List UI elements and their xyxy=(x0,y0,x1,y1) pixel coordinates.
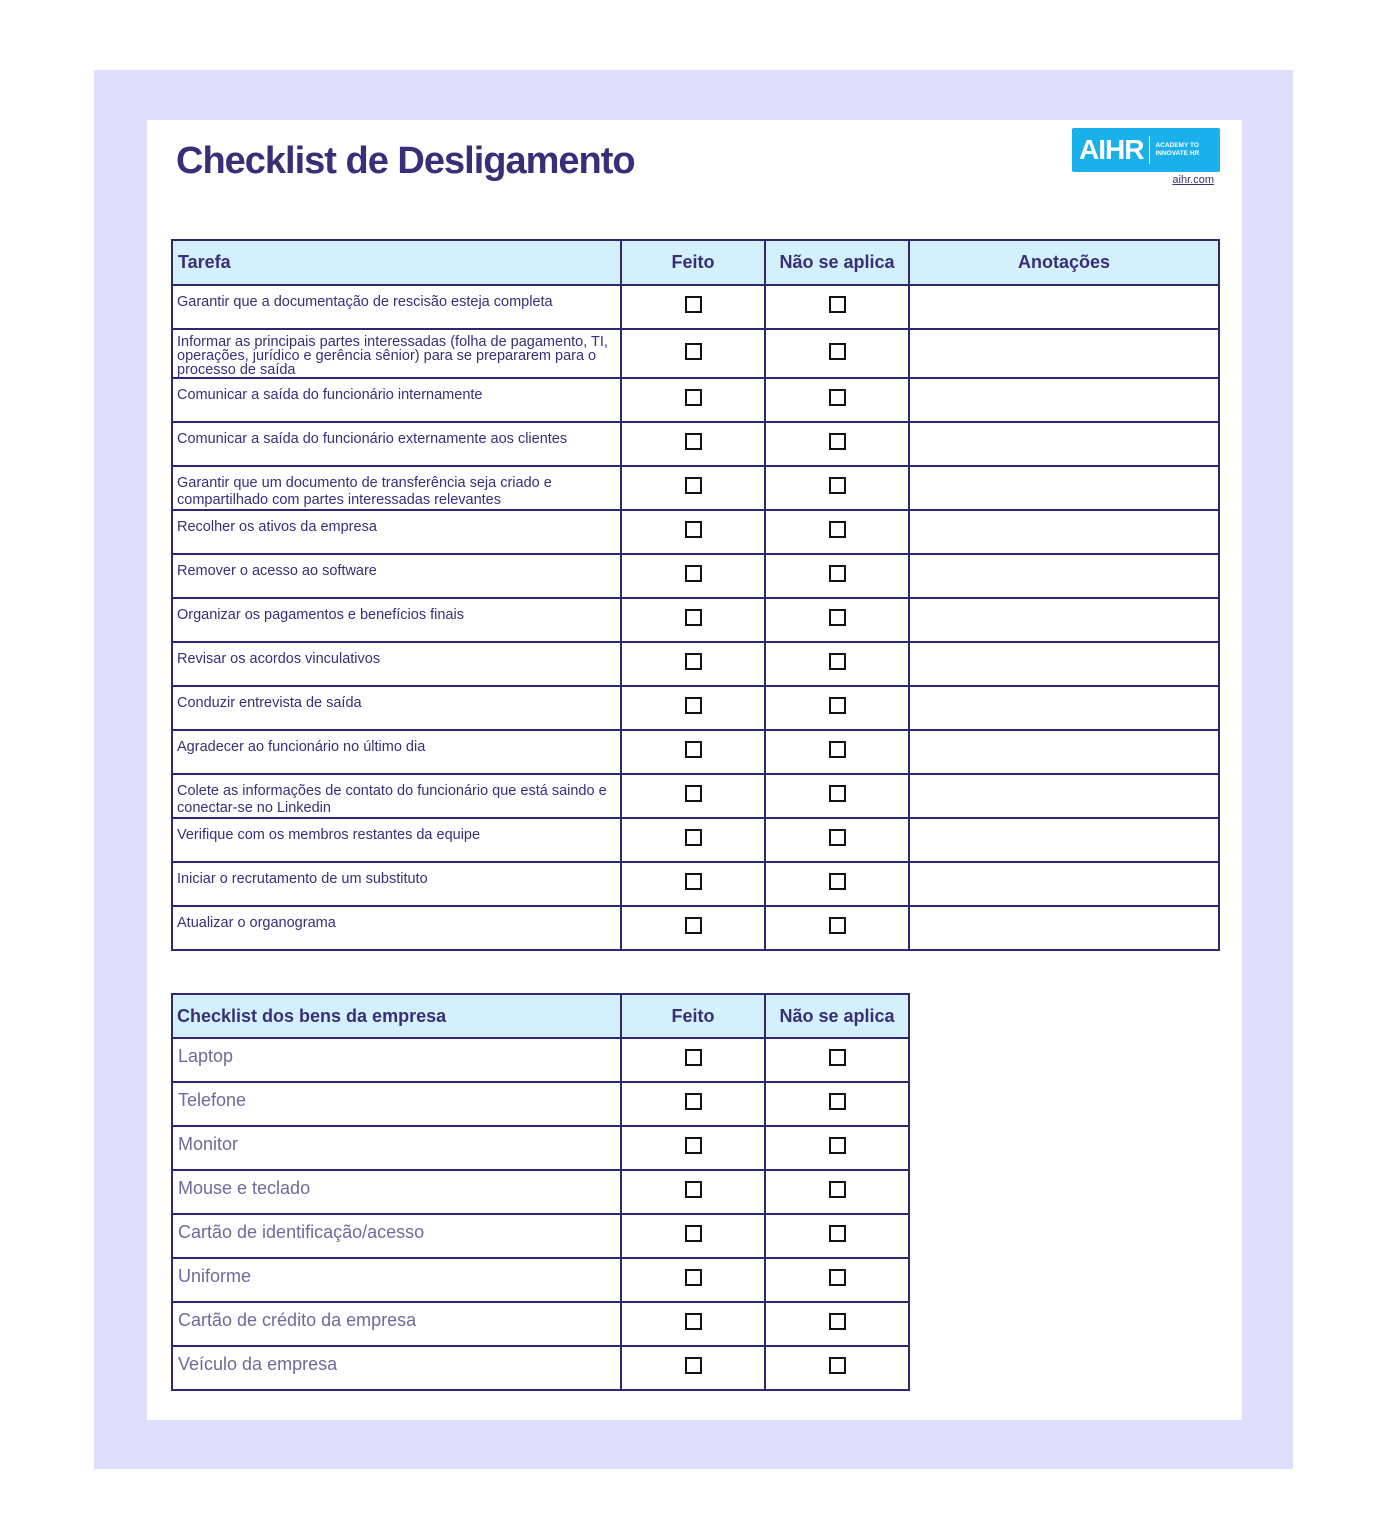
done-checkbox[interactable] xyxy=(685,1049,702,1066)
not-applicable-cell xyxy=(765,510,909,554)
done-checkbox[interactable] xyxy=(685,1225,702,1242)
done-checkbox[interactable] xyxy=(685,1313,702,1330)
page-title: Checklist de Desligamento xyxy=(176,140,635,182)
not-applicable-checkbox[interactable] xyxy=(829,697,846,714)
task-label: Comunicar a saída do funcionário externamente aos clientes xyxy=(172,422,621,466)
not-applicable-cell xyxy=(765,730,909,774)
not-applicable-cell xyxy=(765,818,909,862)
column-header-not-applicable: Não se aplica xyxy=(765,240,909,285)
not-applicable-cell xyxy=(765,1302,909,1346)
logo-divider xyxy=(1149,136,1150,164)
table-row xyxy=(172,774,1219,818)
not-applicable-checkbox[interactable] xyxy=(829,917,846,934)
not-applicable-checkbox[interactable] xyxy=(829,433,846,450)
table-row xyxy=(172,906,1219,950)
column-header-not-applicable: Não se aplica xyxy=(765,994,909,1038)
not-applicable-checkbox[interactable] xyxy=(829,1357,846,1374)
asset-label: Cartão de identificação/acesso xyxy=(172,1214,621,1258)
table-row xyxy=(172,1126,909,1170)
done-checkbox[interactable] xyxy=(685,343,702,360)
not-applicable-checkbox[interactable] xyxy=(829,1137,846,1154)
task-label: Atualizar o organograma xyxy=(172,906,621,950)
done-cell xyxy=(621,554,765,598)
notes-field[interactable] xyxy=(909,422,1219,466)
task-label: Conduzir entrevista de saída xyxy=(172,686,621,730)
not-applicable-checkbox[interactable] xyxy=(829,1225,846,1242)
done-checkbox[interactable] xyxy=(685,1357,702,1374)
task-label: Iniciar o recrutamento de um substituto xyxy=(172,862,621,906)
done-checkbox[interactable] xyxy=(685,521,702,538)
asset-label: Veículo da empresa xyxy=(172,1346,621,1390)
notes-field[interactable] xyxy=(909,862,1219,906)
task-label: Organizar os pagamentos e benefícios finais xyxy=(172,598,621,642)
done-checkbox[interactable] xyxy=(685,741,702,758)
done-cell xyxy=(621,818,765,862)
not-applicable-cell xyxy=(765,1038,909,1082)
not-applicable-checkbox[interactable] xyxy=(829,521,846,538)
company-assets-table xyxy=(171,993,910,1391)
not-applicable-checkbox[interactable] xyxy=(829,343,846,360)
table-row xyxy=(172,1346,909,1390)
notes-field[interactable] xyxy=(909,774,1219,818)
notes-field[interactable] xyxy=(909,598,1219,642)
not-applicable-checkbox[interactable] xyxy=(829,1093,846,1110)
not-applicable-checkbox[interactable] xyxy=(829,565,846,582)
task-label: Informar as principais partes interessadas (folha de pagamento, TI, operações, jurídico e gerência sênior) para se prepararem para o processo de saída xyxy=(172,329,621,378)
done-cell xyxy=(621,329,765,378)
done-cell xyxy=(621,730,765,774)
done-checkbox[interactable] xyxy=(685,433,702,450)
table-row xyxy=(172,329,1219,378)
done-cell xyxy=(621,1126,765,1170)
done-cell xyxy=(621,1170,765,1214)
not-applicable-cell xyxy=(765,285,909,329)
not-applicable-cell xyxy=(765,642,909,686)
not-applicable-checkbox[interactable] xyxy=(829,653,846,670)
done-checkbox[interactable] xyxy=(685,697,702,714)
table-row xyxy=(172,862,1219,906)
not-applicable-cell xyxy=(765,329,909,378)
done-cell xyxy=(621,466,765,510)
task-label: Colete as informações de contato do funcionário que está saindo e conectar-se no Linkedin xyxy=(172,774,621,818)
not-applicable-cell xyxy=(765,1170,909,1214)
table-row xyxy=(172,1170,909,1214)
task-label: Revisar os acordos vinculativos xyxy=(172,642,621,686)
done-checkbox[interactable] xyxy=(685,829,702,846)
done-checkbox[interactable] xyxy=(685,609,702,626)
done-cell xyxy=(621,285,765,329)
notes-field[interactable] xyxy=(909,554,1219,598)
done-cell xyxy=(621,642,765,686)
not-applicable-checkbox[interactable] xyxy=(829,1269,846,1286)
not-applicable-cell xyxy=(765,906,909,950)
task-label: Garantir que um documento de transferência seja criado e compartilhado com partes interessadas relevantes xyxy=(172,466,621,510)
done-cell xyxy=(621,906,765,950)
done-cell xyxy=(621,510,765,554)
done-cell xyxy=(621,1038,765,1082)
table-row xyxy=(172,1214,909,1258)
notes-field[interactable] xyxy=(909,686,1219,730)
done-cell xyxy=(621,774,765,818)
done-checkbox[interactable] xyxy=(685,653,702,670)
not-applicable-cell xyxy=(765,1126,909,1170)
done-checkbox[interactable] xyxy=(685,1269,702,1286)
not-applicable-cell xyxy=(765,1082,909,1126)
table-row xyxy=(172,1302,909,1346)
notes-field[interactable] xyxy=(909,466,1219,510)
done-cell xyxy=(621,1214,765,1258)
not-applicable-checkbox[interactable] xyxy=(829,785,846,802)
not-applicable-cell xyxy=(765,422,909,466)
column-header-task: Tarefa xyxy=(172,240,621,285)
table-header-row xyxy=(172,994,909,1038)
done-cell xyxy=(621,1346,765,1390)
done-checkbox[interactable] xyxy=(685,565,702,582)
not-applicable-cell xyxy=(765,378,909,422)
done-cell xyxy=(621,1302,765,1346)
done-cell xyxy=(621,422,765,466)
not-applicable-checkbox[interactable] xyxy=(829,873,846,890)
task-label: Recolher os ativos da empresa xyxy=(172,510,621,554)
not-applicable-cell xyxy=(765,554,909,598)
done-cell xyxy=(621,378,765,422)
column-header-asset: Checklist dos bens da empresa xyxy=(172,994,621,1038)
done-checkbox[interactable] xyxy=(685,477,702,494)
done-checkbox[interactable] xyxy=(685,296,702,313)
done-checkbox[interactable] xyxy=(685,873,702,890)
done-checkbox[interactable] xyxy=(685,1181,702,1198)
not-applicable-checkbox[interactable] xyxy=(829,1049,846,1066)
notes-field[interactable] xyxy=(909,642,1219,686)
table-row xyxy=(172,466,1219,510)
not-applicable-cell xyxy=(765,1214,909,1258)
table-row xyxy=(172,285,1219,329)
not-applicable-checkbox[interactable] xyxy=(829,1313,846,1330)
notes-field[interactable] xyxy=(909,285,1219,329)
notes-field[interactable] xyxy=(909,510,1219,554)
done-cell xyxy=(621,686,765,730)
aihr-logo xyxy=(1072,128,1220,172)
not-applicable-cell xyxy=(765,466,909,510)
task-label: Verifique com os membros restantes da equipe xyxy=(172,818,621,862)
done-cell xyxy=(621,862,765,906)
asset-label: Uniforme xyxy=(172,1258,621,1302)
done-cell xyxy=(621,598,765,642)
table-row xyxy=(172,1258,909,1302)
notes-field[interactable] xyxy=(909,906,1219,950)
table-row xyxy=(172,554,1219,598)
done-cell xyxy=(621,1258,765,1302)
task-label: Comunicar a saída do funcionário internamente xyxy=(172,378,621,422)
table-row xyxy=(172,730,1219,774)
not-applicable-checkbox[interactable] xyxy=(829,477,846,494)
done-checkbox[interactable] xyxy=(685,917,702,934)
task-label: Remover o acesso ao software xyxy=(172,554,621,598)
done-checkbox[interactable] xyxy=(685,1137,702,1154)
not-applicable-checkbox[interactable] xyxy=(829,609,846,626)
notes-field[interactable] xyxy=(909,730,1219,774)
not-applicable-cell xyxy=(765,774,909,818)
logo-tagline: ACADEMY TO INNOVATE HR xyxy=(1155,142,1200,157)
table-row xyxy=(172,598,1219,642)
task-label: Garantir que a documentação de rescisão esteja completa xyxy=(172,285,621,329)
aihr-link[interactable]: aihr.com xyxy=(1172,174,1214,186)
not-applicable-checkbox[interactable] xyxy=(829,829,846,846)
table-row xyxy=(172,1082,909,1126)
not-applicable-checkbox[interactable] xyxy=(829,741,846,758)
asset-label: Mouse e teclado xyxy=(172,1170,621,1214)
table-row xyxy=(172,1038,909,1082)
task-label: Agradecer ao funcionário no último dia xyxy=(172,730,621,774)
asset-label: Cartão de crédito da empresa xyxy=(172,1302,621,1346)
table-row xyxy=(172,642,1219,686)
table-row xyxy=(172,510,1219,554)
not-applicable-cell xyxy=(765,1346,909,1390)
not-applicable-cell xyxy=(765,862,909,906)
not-applicable-checkbox[interactable] xyxy=(829,389,846,406)
column-header-notes: Anotações xyxy=(909,240,1219,285)
done-cell xyxy=(621,1082,765,1126)
done-checkbox[interactable] xyxy=(685,785,702,802)
asset-label: Laptop xyxy=(172,1038,621,1082)
not-applicable-cell xyxy=(765,1258,909,1302)
done-checkbox[interactable] xyxy=(685,1093,702,1110)
done-checkbox[interactable] xyxy=(685,389,702,406)
notes-field[interactable] xyxy=(909,329,1219,378)
table-row xyxy=(172,686,1219,730)
asset-label: Telefone xyxy=(172,1082,621,1126)
not-applicable-checkbox[interactable] xyxy=(829,1181,846,1198)
column-header-done: Feito xyxy=(621,994,765,1038)
offboarding-tasks-table xyxy=(171,239,1220,951)
table-row xyxy=(172,378,1219,422)
table-row xyxy=(172,422,1219,466)
table-header-row xyxy=(172,240,1219,285)
table-row xyxy=(172,818,1219,862)
column-header-done: Feito xyxy=(621,240,765,285)
notes-field[interactable] xyxy=(909,818,1219,862)
notes-field[interactable] xyxy=(909,378,1219,422)
not-applicable-cell xyxy=(765,598,909,642)
not-applicable-cell xyxy=(765,686,909,730)
asset-label: Monitor xyxy=(172,1126,621,1170)
logo-mark: AIHR xyxy=(1079,134,1144,165)
not-applicable-checkbox[interactable] xyxy=(829,296,846,313)
